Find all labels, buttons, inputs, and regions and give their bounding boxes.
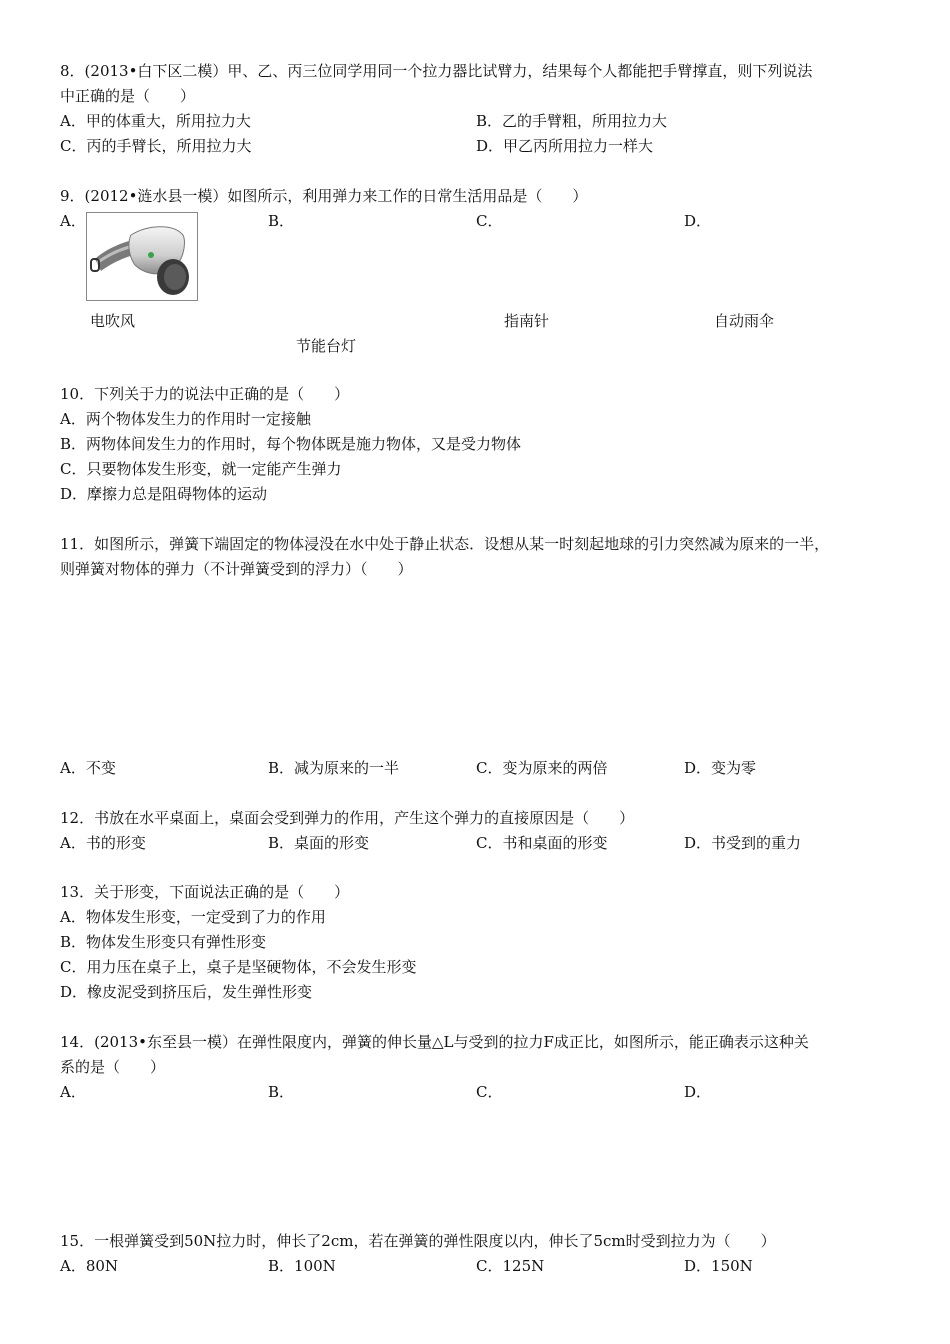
q9-option-a: A． xyxy=(60,212,86,230)
q9-caption-d: 自动雨伞 xyxy=(714,312,775,330)
q14-stem-line2: 系的是（ ） xyxy=(60,1058,166,1076)
q13-option-c: C．用力压在桌子上，桌子是坚硬物体，不会发生形变 xyxy=(60,958,417,976)
q8-option-c: C．丙的手臂长，所用拉力大 xyxy=(60,137,252,155)
q15-stem: 15．一根弹簧受到50N拉力时，伸长了2cm，若在弹簧的弹性限度以内，伸长了5cm时受到拉力为（ ） xyxy=(60,1232,776,1250)
q14-option-a: A． xyxy=(60,1083,86,1101)
q12-stem: 12．书放在水平桌面上，桌面会受到弹力的作用，产生这个弹力的直接原因是（ ） xyxy=(60,809,635,827)
q9-option-c: C． xyxy=(476,212,503,230)
q13-option-d: D．橡皮泥受到挤压后，发生弹性形变 xyxy=(60,983,313,1001)
q11-stem-line2: 则弹簧对物体的弹力（不计弹簧受到的浮力）（ ） xyxy=(60,560,413,578)
q8-stem-line2: 中正确的是（ ） xyxy=(60,87,196,105)
q8-option-d: D．甲乙丙所用拉力一样大 xyxy=(476,137,654,155)
q10-option-d: D．摩擦力总是阻碍物体的运动 xyxy=(60,485,268,503)
q12-option-b: B．桌面的形变 xyxy=(268,834,370,852)
q9-caption-a: 电吹风 xyxy=(90,312,136,330)
q11-option-c: C．变为原来的两倍 xyxy=(476,759,608,777)
q15-option-d: D．150N xyxy=(684,1257,753,1275)
q8-stem-line1: 8．(2013•白下区二模）甲、乙、丙三位同学用同一个拉力器比试臂力，结果每个人都能把手臂撑直，则下列说法 xyxy=(60,62,813,80)
q15-option-a: A．80N xyxy=(60,1257,119,1275)
q11-option-a: A．不变 xyxy=(60,759,116,777)
q13-option-b: B．物体发生形变只有弹性形变 xyxy=(60,933,267,951)
q9-stem: 9．(2012•涟水县一模）如图所示，利用弹力来工作的日常生活用品是（ ） xyxy=(60,187,588,205)
q10-stem: 10．下列关于力的说法中正确的是（ ） xyxy=(60,385,350,403)
q14-option-d: D． xyxy=(684,1083,712,1101)
q13-option-a: A．物体发生形变，一定受到了力的作用 xyxy=(60,908,326,926)
q10-option-c: C．只要物体发生形变，就一定能产生弹力 xyxy=(60,460,342,478)
q11-option-b: B．减为原来的一半 xyxy=(268,759,400,777)
q11-stem-line1: 11．如图所示，弹簧下端固定的物体浸没在水中处于静止状态．设想从某一时刻起地球的引力突然减为原来的一半， xyxy=(60,535,830,553)
q14-option-c: C． xyxy=(476,1083,503,1101)
q12-option-a: A．书的形变 xyxy=(60,834,146,852)
q10-option-a: A．两个物体发生力的作用时一定接触 xyxy=(60,410,311,428)
q15-option-c: C．125N xyxy=(476,1257,545,1275)
q14-option-b: B． xyxy=(268,1083,295,1101)
hair-dryer-image xyxy=(86,212,198,301)
q10-option-b: B．两物体间发生力的作用时，每个物体既是施力物体，又是受力物体 xyxy=(60,435,522,453)
q8-option-a: A．甲的体重大，所用拉力大 xyxy=(60,112,251,130)
q9-caption-c: 指南针 xyxy=(504,312,550,330)
q13-stem: 13．关于形变，下面说法正确的是（ ） xyxy=(60,883,350,901)
q12-option-d: D．书受到的重力 xyxy=(684,834,802,852)
q12-option-c: C．书和桌面的形变 xyxy=(476,834,608,852)
q15-option-b: B．100N xyxy=(268,1257,336,1275)
q14-stem-line1: 14．(2013•东至县一模）在弹性限度内，弹簧的伸长量△L与受到的拉力F成正比，如图所示，能正确表示这种关 xyxy=(60,1033,809,1051)
q9-caption-b: 节能台灯 xyxy=(296,337,357,355)
q8-option-b: B．乙的手臂粗，所用拉力大 xyxy=(476,112,668,130)
q9-option-b: B． xyxy=(268,212,295,230)
q11-option-d: D．变为零 xyxy=(684,759,757,777)
q9-option-d: D． xyxy=(684,212,712,230)
hair-dryer-icon xyxy=(87,213,197,300)
